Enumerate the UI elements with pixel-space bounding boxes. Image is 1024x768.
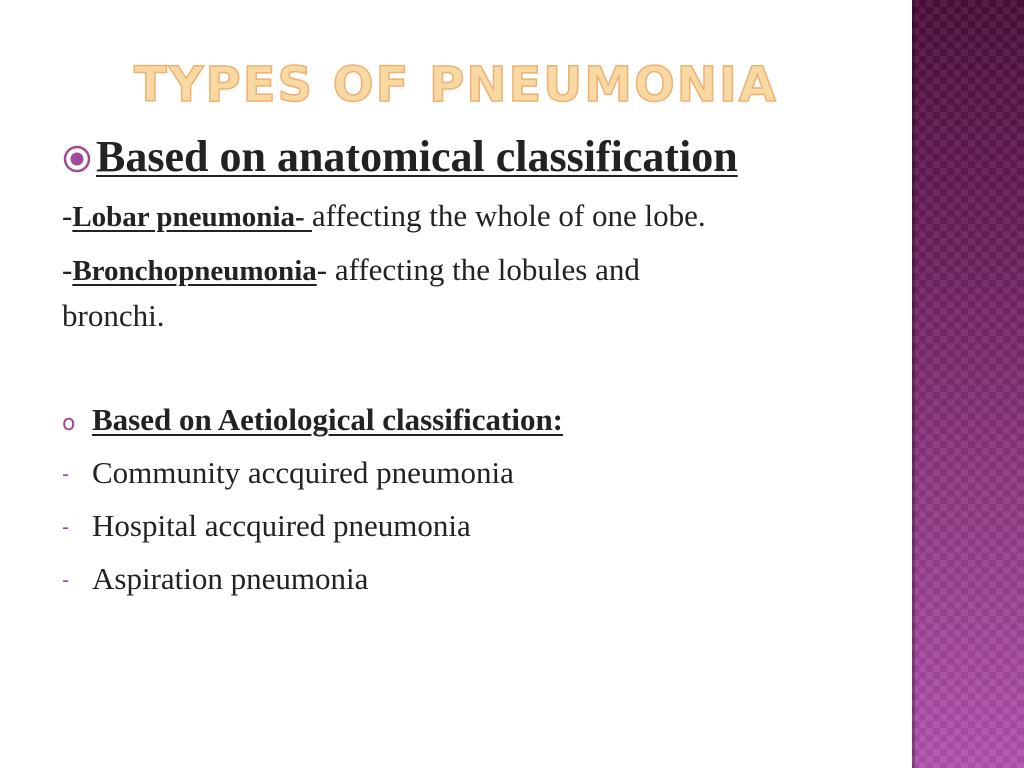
list-item-text: Community accquired pneumonia — [92, 455, 514, 490]
target-bullet-icon — [62, 133, 92, 163]
slide-title: TYPES OF PNEUMONIA — [134, 57, 778, 113]
broncho-desc: - affecting the lobules and — [316, 252, 640, 287]
decorative-side-panel — [912, 0, 1024, 768]
dash-bullet-icon: - — [62, 568, 70, 592]
anatomical-heading-text: Based on anatomical classification — [96, 132, 738, 181]
lobar-term: Lobar pneumonia- — [72, 201, 312, 233]
anatomical-heading — [62, 130, 738, 184]
circle-bullet-icon: o — [62, 411, 76, 436]
list-item — [62, 506, 471, 547]
lobar-pneumonia-line — [62, 196, 706, 237]
fabric-texture-pattern — [912, 0, 1024, 768]
list-item — [62, 559, 368, 600]
broncho-term: Bronchopneumonia — [72, 255, 317, 287]
dash-bullet-icon: - — [62, 462, 70, 486]
aetiological-heading-text: Based on Aetiological classification: — [92, 402, 564, 437]
broncho-prefix: - — [62, 252, 73, 287]
bronchopneumonia-line — [62, 250, 640, 291]
dash-bullet-icon: - — [62, 515, 70, 539]
list-item-text: Hospital accquired pneumonia — [92, 508, 471, 543]
list-item-text: Aspiration pneumonia — [92, 561, 369, 596]
lobar-prefix: - — [62, 198, 73, 233]
list-item — [62, 453, 514, 494]
lobar-desc: affecting the whole of one lobe. — [311, 198, 706, 233]
aetiological-heading — [62, 400, 563, 444]
bronchopneumonia-line-cont: bronchi. — [62, 298, 165, 333]
